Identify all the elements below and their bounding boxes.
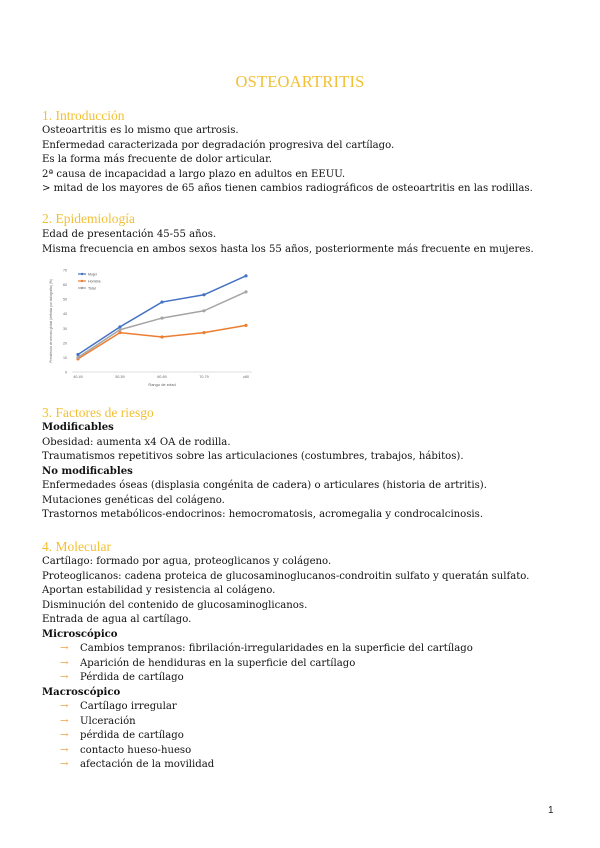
heading-epidemiologia: 2. Epidemiología <box>42 211 135 226</box>
list-item: → pérdida de cartílago <box>60 729 184 743</box>
data-point <box>76 353 79 356</box>
legend-label: Total <box>88 286 96 291</box>
legend-label: Mujer <box>88 272 97 277</box>
data-point <box>160 300 163 303</box>
data-point <box>202 293 205 296</box>
data-point <box>118 331 121 334</box>
data-point <box>202 331 205 334</box>
x-tick-label: 40-49 <box>73 375 83 379</box>
x-tick-label: 60-69 <box>157 375 167 379</box>
paragraph-line: Entrada de agua al cartílago. <box>42 614 192 625</box>
arrow-icon: → <box>60 672 69 683</box>
arrow-icon: → <box>60 657 69 669</box>
arrow-icon: → <box>60 730 69 741</box>
y-tick-label: 50 <box>63 297 67 302</box>
paragraph-line: Disminución del contenido de glucosaminoglicanos. <box>42 599 308 611</box>
list-item: → Ulceración <box>60 715 136 729</box>
x-tick-label: ≥80 <box>243 375 249 379</box>
prevalence-line-chart <box>40 264 262 388</box>
legend-marker <box>81 280 83 282</box>
paragraph-line: Proteoglicanos: cadena proteica de glucosaminoglucanos-condroitin sulfato y queratán sulfato. <box>42 570 530 582</box>
paragraph-line: Obesidad: aumenta x4 OA de rodilla. <box>42 436 231 448</box>
data-point <box>160 335 163 338</box>
paragraph-line: Es la forma más frecuente de dolor articular. <box>42 154 272 165</box>
paragraph-line: Edad de presentación 45-55 años. <box>42 229 217 240</box>
x-axis-label: Rango de edad <box>148 382 176 387</box>
y-tick-label: 10 <box>63 355 67 360</box>
page-number: 1 <box>548 805 554 816</box>
paragraph-line: > mitad de los mayores de 65 años tienen cambios radiográficos de osteoartritis en las rodillas. <box>42 183 533 194</box>
subheading-macroscopico: Macroscópico <box>42 686 121 698</box>
heading-molecular: 4. Molecular <box>42 539 111 554</box>
x-tick-label: 50-59 <box>115 375 125 379</box>
y-tick-label: 70 <box>63 268 67 273</box>
y-tick-label: 60 <box>63 283 67 288</box>
legend-marker <box>81 273 83 275</box>
paragraph-line: Cartílago: formado por agua, proteoglicanos y colágeno. <box>42 556 332 567</box>
data-point <box>76 356 79 359</box>
y-tick-label: 30 <box>63 326 67 331</box>
paragraph-line: Misma frecuencia en ambos sexos hasta los 55 años, posteriormente más frecuente en mujeres. <box>42 244 534 255</box>
arrow-icon: → <box>60 701 69 712</box>
arrow-icon: → <box>60 643 69 654</box>
subheading-no-modificables: No modificables <box>42 465 133 477</box>
legend-marker <box>81 287 83 289</box>
list-item: → afectación de la movilidad <box>60 758 214 772</box>
arrow-icon: → <box>60 715 69 727</box>
y-tick-label: 20 <box>63 341 67 346</box>
x-tick-label: 70-79 <box>199 375 209 379</box>
subheading-microscopico: Microscópico <box>42 628 118 640</box>
paragraph-line: Traumatismos repetitivos sobre las articulaciones (costumbres, trabajos, hábitos). <box>42 451 464 462</box>
y-tick-label: 0 <box>65 370 67 375</box>
data-point <box>118 328 121 331</box>
paragraph-line: Trastornos metabólicos-endocrinos: hemocromatosis, acromegalia y condrocalcinosis. <box>42 509 484 520</box>
paragraph-line: 2ª causa de incapacidad a largo plazo en adultos en EEUU. <box>42 168 346 180</box>
list-item: → Aparición de hendiduras en la superficie del cartílago <box>60 657 355 671</box>
list-item: → Cambios tempranos: fibrilación-irregularidades en la superficie del cartílago <box>60 642 473 656</box>
legend-label: Hombre <box>88 279 101 284</box>
paragraph-line: Enfermedades óseas (displasia congénita de cadera) o articulares (historia de artritis). <box>42 480 487 491</box>
list-item: → Cartílago irregular <box>60 700 177 714</box>
paragraph-line: Osteoartritis es lo mismo que artrosis. <box>42 125 239 136</box>
series-line-hombre <box>78 325 246 359</box>
data-point <box>118 325 121 328</box>
data-point <box>244 290 247 293</box>
heading-factores-de-riesgo: 3. Factores de riesgo <box>42 405 154 420</box>
y-axis-label: Prevalencia de artrosis global (definida por radiografía) (%) <box>49 279 53 363</box>
paragraph-line: Mutaciones genéticas del colágeno. <box>42 494 225 506</box>
list-item: → contacto hueso-hueso <box>60 744 191 758</box>
data-point <box>160 316 163 319</box>
subheading-modificables: Modificables <box>42 422 114 433</box>
y-tick-label: 40 <box>63 312 67 317</box>
data-point <box>244 324 247 327</box>
document-title: OSTEOARTRITIS <box>235 72 365 91</box>
list-item: → Pérdida de cartílago <box>60 671 184 685</box>
paragraph-line: Enfermedad caracterizada por degradación progresiva del cartílago. <box>42 139 395 151</box>
data-point <box>202 309 205 312</box>
paragraph-line: Aportan estabilidad y resistencia al colágeno. <box>42 585 276 596</box>
data-point <box>244 274 247 277</box>
heading-introduccion: 1. Introducción <box>42 108 125 123</box>
arrow-icon: → <box>60 744 69 756</box>
arrow-icon: → <box>60 759 69 770</box>
